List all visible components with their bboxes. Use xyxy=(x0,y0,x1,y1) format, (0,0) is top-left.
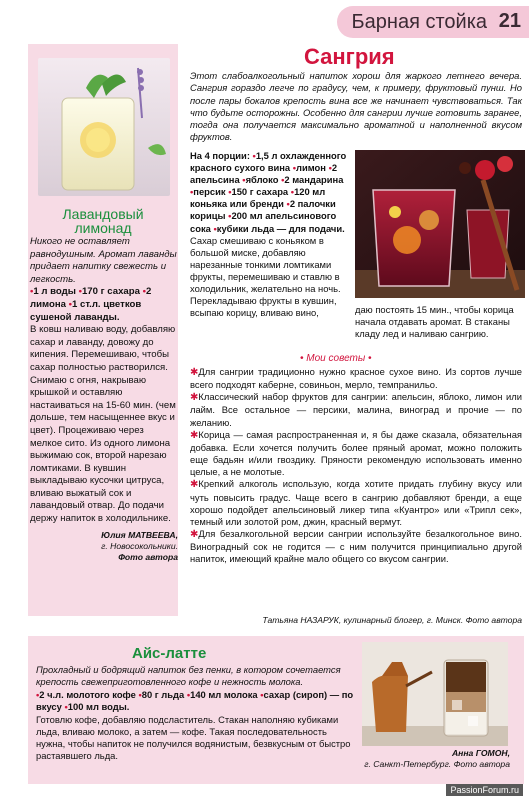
asterisk-icon: ✱ xyxy=(190,479,199,491)
lavender-recipe xyxy=(30,236,178,563)
sangria-method-continued: даю постоять 15 мин., чтобы корица начала отдавать аромат. В стаканы кладу лед и наливаю сангрию. xyxy=(355,304,514,340)
asterisk-icon: ✱ xyxy=(190,367,199,378)
section-title: Барная стойка xyxy=(351,11,487,33)
tip-item: ✱Крепкий алкоголь использую, когда хотите придать глубину вкусу или чуть повысить градус. Чаще всего в сангрию добавляют бренди, а еще хорошо подойдет апельсиновый ликер типа «Куантро» или «Трипл сек», темный или золотой ром, джин, красный вермут. xyxy=(190,478,522,527)
lavender-signature: Юлия МАТВЕЕВА, г. Новосокольники. Фото автора xyxy=(101,529,178,562)
sangria-intro: Этот слабоалкогольный напиток хорош для жаркого летнего вечера. Сангрия гораздо легче по градусу, чем, к примеру, фруктовый пунш. Но после пары бокалов крепость вина все же начинает чувствоваться. Так что будьте осторожны. Особенно для сангрии лучше готовить заранее, тогда она получается максимально ароматной и наполненной вкусом фруктов. xyxy=(190,70,522,143)
icelatte-ingredients: •2 ч.л. молотого кофе •80 г льда •140 мл молока •сахар (сироп) — по вкусу •100 мл воды. xyxy=(36,689,354,713)
asterisk-icon: ✱ xyxy=(190,529,199,541)
watermark: PassionForum.ru xyxy=(446,784,523,796)
icelatte-title: Айс-латте xyxy=(132,645,207,662)
sangria-tips xyxy=(190,366,522,566)
tip-item: ✱Корица — самая распространенная и, я бы даже сказала, обязательная добавка. Если хочется получить более пряный аромат, можно положить еще бадьян и/или гвоздику. Пряности рекомендую использовать именно целые, а не молотые. xyxy=(190,428,522,478)
lavender-ingredients: •1 л воды •170 г сахара •2 лимона •1 ст.л. цветков сушеной лаванды. xyxy=(30,286,152,323)
asterisk-icon: ✱ xyxy=(190,429,199,441)
sangria-photo xyxy=(355,150,525,298)
icelatte-photo xyxy=(362,642,508,746)
icelatte-signature: Анна ГОМОН, г. Санкт-Петербург. Фото автора xyxy=(364,748,510,769)
lavender-method: В ковш наливаю воду, добавляю сахар и лаванду, довожу до кипения. Перемешиваю, чтобы сахар полностью растворился. Снимаю с огня, накрываю крышкой и оставляю настаиваться на 15-60 мин. (чем дольше, тем насыщеннее вкус и цвет). Процеживаю через мелкое сито. Из одного лимона выжимаю сок, второй нарезаю ломтиками. В кувшин выкладываю кусочки цитруса, вливаю выжатый сок и лавандовый отвар. До подачи держу напиток в холодильнике. xyxy=(30,324,176,525)
sangria-method: Сахар смешиваю с коньяком в большой миске, добавляю нарезанные тонкими ломтиками фрукты, перемешиваю и ставлю в холодильник, желательно на ночь. Перекладываю фрукты в кувшин, всыпаю корицу, вливаю вино, xyxy=(190,234,341,319)
tip-item: ✱Классический набор фруктов для сангрии: апельсин, яблоко, лимон или лайм. Все остальное — персики, малина, виноград и прочие — по желанию. xyxy=(190,391,522,428)
tips-title: • Мои советы • xyxy=(300,353,372,364)
sangria-title: Сангрия xyxy=(304,44,395,69)
lavender-title: Лавандовый лимонад xyxy=(62,206,144,236)
tip-item: ✱Для безалкогольной версии сангрии используйте безалкогольное вино. Виноградный сок не годится — с ним получится принципиально другой напиток, имеющий крайне мало общего со вкусом сангрии. xyxy=(190,528,522,565)
page-number: 21 xyxy=(498,10,521,32)
tip-item: ✱Для сангрии традиционно нужно красное сухое вино. Из сортов лучше всего подходят каберне, совиньон, мерло, темпранильо. xyxy=(190,366,522,391)
icelatte-intro: Прохладный и бодрящий напиток без пенки, в котором сочетается крепость свежеприготовленного кофе и нежность молока. xyxy=(36,664,341,688)
lavender-lemonade-photo xyxy=(38,58,170,196)
icelatte-method: Готовлю кофе, добавляю подсластитель. Стакан наполняю кубиками льда, вливаю молоко, а затем — кофе. Такая последовательность нужна, чтобы напиток не получился водянистым, безвкусным от быстро растаявшего льда. xyxy=(36,714,351,762)
sangria-ingredients: На 4 порции: •1,5 л охлажденного красного сухого вина •лимон •2 апельсина •яблоко •2 мандарина •персик •150 г сахара •120 мл коньяка или бренди •2 палочки корицы •200 мл апельсинового сока •кубики льда — для подачи. Сахар смешиваю с коньяком в большой миске, добавляю нарезанные тонкими ломтиками фрукты, перемешиваю и ставлю в холодильник, желательно на ночь. Перекладываю фрукты в кувшин, всыпаю корицу, вливаю вино, xyxy=(190,150,350,319)
sangria-byline: Татьяна НАЗАРУК, кулинарный блогер, г. Минск. Фото автора xyxy=(262,615,522,625)
lavender-intro: Никого не оставляет равнодушным. Аромат лаванды придает напитку свежесть и легкость. xyxy=(30,236,177,285)
asterisk-icon: ✱ xyxy=(190,392,199,404)
